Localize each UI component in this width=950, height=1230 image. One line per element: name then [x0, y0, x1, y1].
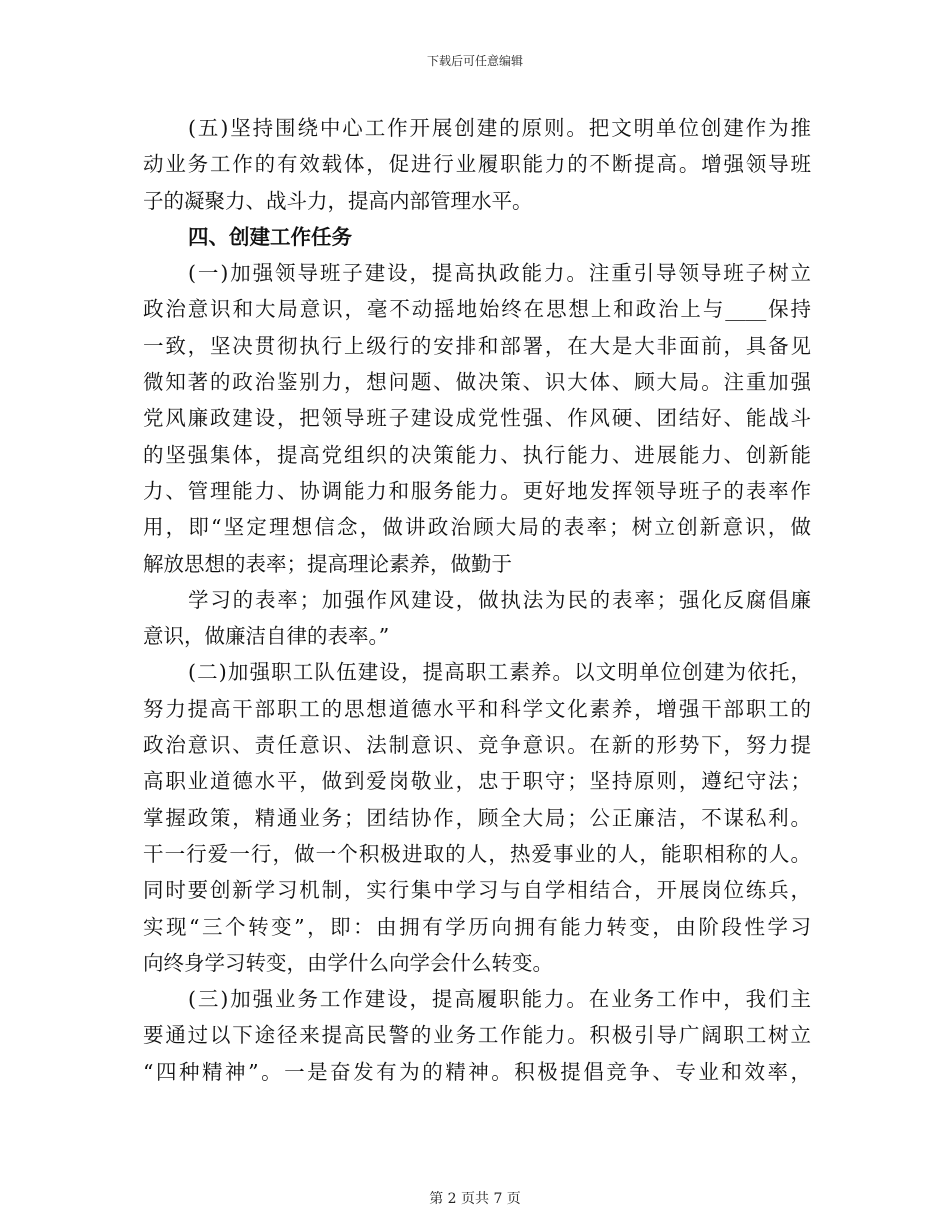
text-line: 力、管理能力、协调能力和服务能力。更好地发挥领导班子的表率作 [143, 478, 811, 503]
text-line: 高职业道德水平，做到爱岗敬业，忠于职守；坚持原则，遵纪守法； [143, 769, 811, 794]
text-line: 向终身学习转变，由学什么向学会什么转变。 [143, 950, 553, 975]
text-line: 一致，坚决贯彻执行上级行的安排和部署，在大是大非面前，具备见 [143, 333, 811, 358]
text-line: 同时要创新学习机制，实行集中学习与自学相结合，开展岗位练兵， [143, 878, 811, 903]
text-line: 努力提高干部职工的思想道德水平和科学文化素养，增强干部职工的 [143, 696, 811, 721]
text-line: (二)加强职工队伍建设，提高职工素养。以文明单位创建为依托， [188, 660, 811, 685]
text-line: (三)加强业务工作建设，提高履职能力。在业务工作中，我们主 [188, 987, 811, 1012]
text-line: 政治意识、责任意识、法制意识、竞争意识。在新的形势下，努力提 [143, 733, 811, 758]
page-header: 下载后可任意编辑 [426, 54, 523, 68]
text-line: 干一行爱一行，做一个积极进取的人，热爱事业的人，能职相称的人。 [143, 841, 811, 866]
text-line: 要通过以下途径来提高民警的业务工作能力。积极引导广阔职工树立 [143, 1023, 811, 1048]
text-line: (五)坚持围绕中心工作开展创建的原则。把文明单位创建作为推 [188, 116, 811, 140]
text-line: 用，即“坚定理想信念，做讲政治顾大局的表率；树立创新意识，做 [143, 515, 811, 540]
text-line: “四种精神”。一是奋发有为的精神。积极提倡竞争、专业和效率， [143, 1059, 811, 1084]
text-line: 实现“三个转变”，即：由拥有学历向拥有能力转变，由阶段性学习 [143, 914, 811, 939]
text-line: 动业务工作的有效载体，促进行业履职能力的不断提高。增强领导班 [143, 152, 811, 177]
text-line: 学习的表率；加强作风建设，做执法为民的表率；强化反腐倡廉 [188, 587, 811, 612]
document-body [143, 110, 811, 1090]
text-line: 微知著的政治鉴别力，想问题、做决策、识大体、顾大局。注重加强 [143, 370, 811, 395]
text-line: 子的凝聚力、战斗力，提高内部管理水平。 [143, 188, 533, 213]
page-footer: 第 2 页共 7 页 [429, 1191, 521, 1207]
text-line: 党风廉政建设，把领导班子建设成党性强、作风硬、团结好、能战斗 [143, 406, 811, 431]
text-line: (一)加强领导班子建设，提高执政能力。注重引导领导班子树立 [188, 261, 811, 286]
text-line: 意识，做廉洁自律的表率。” [143, 624, 390, 649]
text-line: 的坚强集体，提高党组织的决策能力、执行能力、进展能力、创新能 [143, 442, 811, 467]
text-line: 掌握政策，精通业务；团结协作，顾全大局；公正廉洁，不谋私利。 [143, 805, 811, 830]
section-heading: 四、创建工作任务 [188, 224, 352, 249]
text-line: 政治意识和大局意识，毫不动摇地始终在思想上和政治上与____保持 [143, 297, 811, 322]
text-line: 解放思想的表率；提高理论素养，做勤于 [143, 551, 512, 576]
